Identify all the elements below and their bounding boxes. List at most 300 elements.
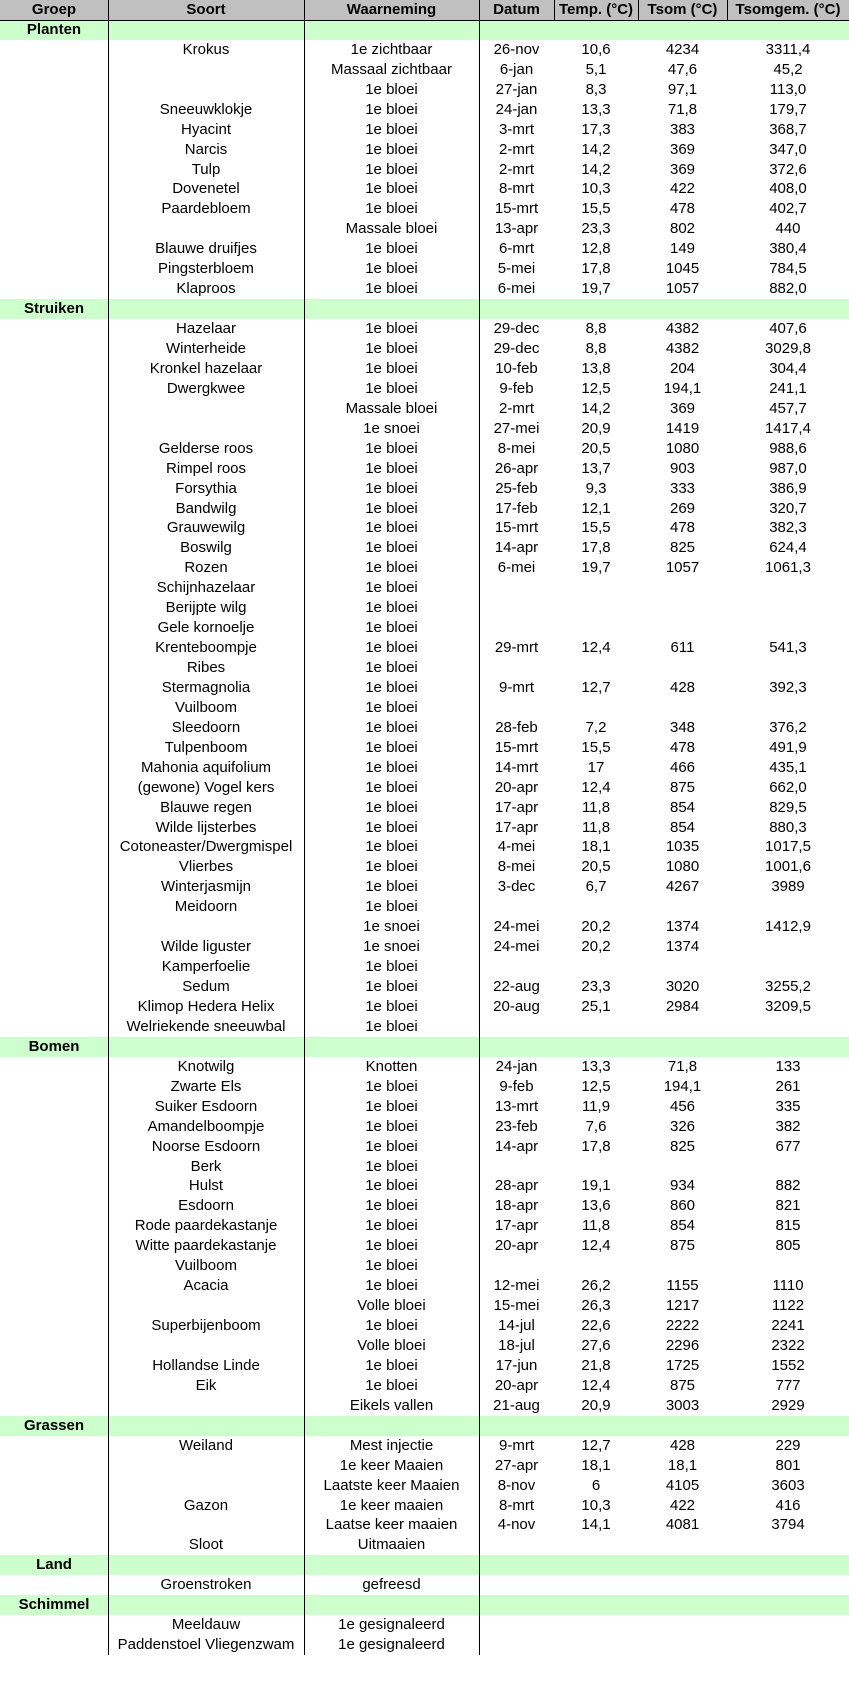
cell-temp: 17,8 xyxy=(581,539,611,557)
cell-tsom xyxy=(638,1535,727,1555)
cell-soort: Wilde liguster xyxy=(160,938,252,956)
table-row xyxy=(0,100,849,120)
cell-datum: 6-mrt xyxy=(499,240,534,258)
cell-tsomgem: 987,0 xyxy=(769,459,807,477)
cell-waarneming: Laatste keer Maaien xyxy=(323,1476,460,1494)
cell-tsomgem xyxy=(727,578,849,598)
cell-tsomgem: 408,0 xyxy=(769,180,807,198)
cell-datum: 8-mei xyxy=(497,439,536,457)
cell-temp: 5,1 xyxy=(585,60,607,78)
cell-temp xyxy=(554,1157,638,1177)
cell-waarneming: Massale bloei xyxy=(345,399,438,417)
table-row xyxy=(0,1216,849,1236)
cell-datum xyxy=(479,1256,554,1276)
cell-soort: Stermagnolia xyxy=(161,678,251,696)
cell-datum: 28-apr xyxy=(494,1177,539,1195)
cell-datum: 6-mei xyxy=(497,559,536,577)
group-row xyxy=(0,1555,849,1575)
cell-tsom xyxy=(638,578,727,598)
cell-tsomgem: 402,7 xyxy=(769,200,807,218)
cell-tsomgem: 1417,4 xyxy=(765,419,811,437)
cell-soort: Hyacint xyxy=(180,120,232,138)
cell-waarneming: 1e bloei xyxy=(365,1177,418,1195)
cell-datum: 8-mrt xyxy=(499,1496,534,1514)
table-row xyxy=(0,638,849,658)
cell-soort xyxy=(108,1476,304,1496)
cell-temp: 12,4 xyxy=(581,1237,611,1255)
cell-temp: 6 xyxy=(591,1476,601,1494)
table-row xyxy=(0,1176,849,1196)
table-row xyxy=(0,1057,849,1077)
cell-datum: 22-aug xyxy=(493,978,540,996)
cell-datum: 4-nov xyxy=(497,1516,536,1534)
cell-tsomgem: 320,7 xyxy=(769,499,807,517)
cell-tsom xyxy=(638,658,727,678)
cell-soort: Superbijenboom xyxy=(151,1317,261,1335)
cell-waarneming: 1e bloei xyxy=(365,519,418,537)
cell-temp: 12,5 xyxy=(581,1077,611,1095)
cell-temp: 13,3 xyxy=(581,100,611,118)
cell-tsomgem: 1122 xyxy=(771,1297,805,1315)
cell-datum xyxy=(479,897,554,917)
group-name: Schimmel xyxy=(18,1596,90,1614)
column-divider xyxy=(108,0,109,1655)
cell-tsomgem: 1061,3 xyxy=(765,559,811,577)
cell-soort: Gele kornoelje xyxy=(157,619,255,637)
col-header-tsom: Tsom (°C) xyxy=(647,1,718,18)
cell-datum: 25-feb xyxy=(495,479,538,497)
table-row xyxy=(0,897,849,917)
cell-temp xyxy=(554,598,638,618)
cell-temp: 7,6 xyxy=(585,1117,607,1135)
cell-waarneming: 1e bloei xyxy=(365,958,418,976)
cell-tsomgem: 821 xyxy=(775,1197,801,1215)
cell-tsomgem xyxy=(727,1635,849,1655)
table-row xyxy=(0,758,849,778)
cell-waarneming: 1e bloei xyxy=(365,1376,418,1394)
cell-temp: 14,2 xyxy=(581,160,611,178)
cell-tsom: 4382 xyxy=(665,339,700,357)
cell-temp: 9,3 xyxy=(585,479,607,497)
cell-temp: 13,3 xyxy=(581,1057,611,1075)
cell-waarneming: 1e bloei xyxy=(365,359,418,377)
cell-tsomgem: 777 xyxy=(775,1376,801,1394)
cell-temp: 20,2 xyxy=(581,938,611,956)
cell-datum: 15-mei xyxy=(493,1297,540,1315)
group-row xyxy=(0,299,849,319)
cell-tsom: 333 xyxy=(669,479,696,497)
cell-tsom: 204 xyxy=(669,359,696,377)
cell-soort: Winterjasmijn xyxy=(160,878,251,896)
table-row xyxy=(0,1436,849,1456)
cell-temp: 23,3 xyxy=(581,220,611,238)
cell-temp: 6,7 xyxy=(585,878,607,896)
cell-temp: 12,7 xyxy=(581,678,611,696)
cell-datum xyxy=(479,1017,554,1037)
cell-temp: 12,4 xyxy=(581,778,611,796)
cell-temp: 23,3 xyxy=(581,978,611,996)
cell-tsomgem: 335 xyxy=(775,1097,801,1115)
table-row xyxy=(0,419,849,439)
cell-datum: 17-apr xyxy=(494,798,539,816)
cell-tsom: 1080 xyxy=(665,439,700,457)
cell-tsomgem: 662,0 xyxy=(769,778,807,796)
cell-tsomgem xyxy=(727,1157,849,1177)
group-row xyxy=(0,20,849,40)
cell-soort: Suiker Esdoorn xyxy=(154,1097,258,1115)
cell-tsom: 18,1 xyxy=(667,1456,698,1474)
table-row xyxy=(0,837,849,857)
table-row xyxy=(0,1296,849,1316)
cell-soort: Sneeuwklokje xyxy=(159,100,253,118)
cell-soort xyxy=(108,1336,304,1356)
table-row xyxy=(0,937,849,957)
cell-tsom xyxy=(638,1017,727,1037)
cell-tsomgem: 457,7 xyxy=(769,399,807,417)
cell-soort: (gewone) Vogel kers xyxy=(137,778,275,796)
cell-tsom: 1155 xyxy=(666,1277,699,1295)
header-row xyxy=(0,0,849,20)
cell-datum: 28-feb xyxy=(495,718,538,736)
cell-tsom: 854 xyxy=(669,818,696,836)
cell-tsom xyxy=(638,698,727,718)
cell-datum: 14-apr xyxy=(494,539,539,557)
cell-soort: Tulp xyxy=(191,160,221,178)
cell-soort: Tulpenboom xyxy=(164,738,248,756)
cell-temp: 14,1 xyxy=(581,1516,611,1534)
table-row xyxy=(0,160,849,180)
cell-datum: 17-apr xyxy=(494,1217,539,1235)
cell-datum: 2-mrt xyxy=(499,160,534,178)
cell-temp xyxy=(554,618,638,638)
cell-tsomgem: 261 xyxy=(775,1077,801,1095)
cell-waarneming: 1e bloei xyxy=(365,1197,418,1215)
table-row xyxy=(0,1396,849,1416)
cell-soort: Rimpel roos xyxy=(165,459,247,477)
cell-datum xyxy=(479,1535,554,1555)
cell-soort: Sleedoorn xyxy=(171,718,241,736)
table-row xyxy=(0,818,849,838)
cell-datum: 4-mei xyxy=(497,838,536,856)
cell-waarneming: 1e bloei xyxy=(365,838,418,856)
cell-datum: 9-feb xyxy=(499,1077,534,1095)
cell-soort: Winterheide xyxy=(165,339,247,357)
cell-soort: Vlierbes xyxy=(178,858,234,876)
cell-tsom: 1035 xyxy=(665,838,700,856)
col-header-waarneming: Waarneming xyxy=(346,1,437,18)
cell-soort: Dwergkwee xyxy=(166,379,246,397)
cell-tsomgem: 368,7 xyxy=(769,120,807,138)
cell-tsom: 422 xyxy=(669,1496,696,1514)
table-row xyxy=(0,40,849,60)
cell-soort: Grauwewilg xyxy=(166,519,246,537)
cell-waarneming: 1e bloei xyxy=(365,160,418,178)
cell-temp xyxy=(554,1615,638,1635)
cell-temp: 11,8 xyxy=(581,1217,611,1235)
cell-temp: 26,2 xyxy=(581,1277,611,1295)
cell-soort: Pingsterbloem xyxy=(158,260,254,278)
cell-soort: Meidoorn xyxy=(174,898,238,916)
cell-datum: 15-mrt xyxy=(494,200,539,218)
cell-tsomgem: 179,7 xyxy=(769,100,807,118)
cell-soort: Cotoneaster/Dwergmispel xyxy=(119,838,293,856)
cell-waarneming: 1e bloei xyxy=(365,718,418,736)
cell-soort xyxy=(108,1456,304,1476)
cell-waarneming: 1e bloei xyxy=(365,80,418,98)
cell-tsom: 194,1 xyxy=(663,1077,702,1095)
cell-temp xyxy=(554,578,638,598)
cell-tsomgem xyxy=(727,698,849,718)
cell-tsom: 149 xyxy=(669,240,696,258)
cell-waarneming: 1e bloei xyxy=(365,1097,418,1115)
cell-waarneming: 1e bloei xyxy=(365,659,418,677)
cell-tsom: 1725 xyxy=(665,1356,700,1374)
cell-soort xyxy=(108,1296,304,1316)
cell-soort xyxy=(108,1396,304,1416)
cell-datum: 9-mrt xyxy=(499,1436,534,1454)
cell-datum: 24-jan xyxy=(495,100,538,118)
cell-temp: 11,8 xyxy=(581,798,611,816)
cell-tsomgem: 382 xyxy=(775,1117,801,1135)
cell-soort: Paardebloem xyxy=(161,200,251,218)
cell-tsom: 47,6 xyxy=(667,60,698,78)
cell-temp: 27,6 xyxy=(581,1336,611,1354)
cell-soort: Weiland xyxy=(179,1436,233,1454)
cell-tsomgem: 677 xyxy=(775,1137,801,1155)
cell-waarneming: 1e bloei xyxy=(365,200,418,218)
cell-waarneming: 1e bloei xyxy=(365,619,418,637)
cell-tsom: 2296 xyxy=(665,1336,700,1354)
cell-temp: 12,4 xyxy=(581,1376,611,1394)
cell-datum xyxy=(479,1575,554,1595)
cell-soort: Klimop Hedera Helix xyxy=(137,998,275,1015)
cell-waarneming: 1e bloei xyxy=(365,858,418,876)
cell-tsom xyxy=(638,1157,727,1177)
table-row xyxy=(0,379,849,399)
table-row xyxy=(0,678,849,698)
cell-soort: Ribes xyxy=(186,659,226,677)
column-divider xyxy=(304,0,305,1655)
cell-tsom: 3020 xyxy=(665,978,700,996)
row-divider xyxy=(0,20,849,21)
group-row xyxy=(0,1595,849,1615)
cell-datum: 2-mrt xyxy=(499,140,534,158)
cell-waarneming: Massale bloei xyxy=(345,220,438,238)
table-row xyxy=(0,618,849,638)
cell-tsom: 4105 xyxy=(665,1476,700,1494)
cell-soort: Zwarte Els xyxy=(170,1077,242,1095)
cell-datum: 9-feb xyxy=(499,379,534,397)
cell-temp: 12,4 xyxy=(581,639,611,657)
cell-datum: 29-dec xyxy=(493,339,540,357)
cell-tsomgem: 407,6 xyxy=(769,320,807,338)
cell-waarneming: 1e bloei xyxy=(365,978,418,996)
cell-temp: 13,6 xyxy=(581,1197,611,1215)
cell-tsom: 4234 xyxy=(665,40,700,58)
cell-tsom: 3003 xyxy=(665,1396,700,1414)
cell-waarneming: 1e bloei xyxy=(365,1157,418,1175)
cell-temp: 11,8 xyxy=(581,818,611,836)
cell-tsomgem: 440 xyxy=(775,220,801,238)
cell-soort: Mahonia aquifolium xyxy=(140,758,272,776)
cell-tsom: 369 xyxy=(669,140,696,158)
group-row xyxy=(0,1037,849,1057)
table-row xyxy=(0,738,849,758)
cell-soort: Gazon xyxy=(183,1496,229,1514)
cell-tsomgem: 2322 xyxy=(771,1336,805,1354)
cell-tsom: 4267 xyxy=(665,878,700,896)
table-row xyxy=(0,997,849,1017)
cell-soort: Meeldauw xyxy=(171,1616,241,1634)
cell-soort xyxy=(108,80,304,100)
cell-temp: 10,6 xyxy=(581,40,611,58)
cell-waarneming: 1e bloei xyxy=(365,100,418,118)
cell-datum: 8-mei xyxy=(497,858,536,876)
cell-tsomgem: 3989 xyxy=(771,878,805,896)
table-row xyxy=(0,339,849,359)
cell-waarneming: 1e gesignaleerd xyxy=(338,1616,445,1634)
cell-tsom: 4382 xyxy=(665,320,700,338)
cell-temp: 8,8 xyxy=(585,339,607,357)
cell-waarneming: Laatse keer maaien xyxy=(325,1516,458,1534)
cell-tsom: 875 xyxy=(669,778,696,796)
cell-waarneming: 1e gesignaleerd xyxy=(338,1636,445,1654)
cell-soort: Hulst xyxy=(188,1177,224,1195)
table-row xyxy=(0,179,849,199)
table-row xyxy=(0,718,849,738)
cell-temp: 10,3 xyxy=(581,180,611,198)
cell-tsomgem xyxy=(727,618,849,638)
cell-temp: 20,9 xyxy=(581,419,611,437)
cell-soort: Noorse Esdoorn xyxy=(151,1137,261,1155)
cell-datum: 14-apr xyxy=(494,1137,539,1155)
cell-tsomgem: 882 xyxy=(775,1177,801,1195)
cell-datum: 26-nov xyxy=(493,40,540,58)
cell-soort: Sedum xyxy=(182,978,230,996)
cell-temp xyxy=(554,1256,638,1276)
cell-temp: 13,7 xyxy=(581,459,611,477)
cell-waarneming: 1e bloei xyxy=(365,778,418,796)
cell-soort: Hollandse Linde xyxy=(152,1356,260,1374)
column-divider xyxy=(554,0,555,20)
cell-waarneming: 1e bloei xyxy=(365,1077,418,1095)
group-name: Land xyxy=(36,1556,72,1574)
cell-waarneming: 1e bloei xyxy=(365,798,418,816)
table-row xyxy=(0,877,849,897)
cell-tsom: 1057 xyxy=(665,559,700,577)
cell-tsomgem: 372,6 xyxy=(769,160,807,178)
cell-datum: 3-mrt xyxy=(499,120,534,138)
cell-temp: 26,3 xyxy=(581,1297,611,1315)
cell-datum: 20-apr xyxy=(494,1237,539,1255)
cell-datum: 17-jun xyxy=(495,1356,538,1374)
cell-waarneming: 1e bloei xyxy=(365,339,418,357)
cell-tsom: 478 xyxy=(669,519,696,537)
cell-soort: Blauwe druifjes xyxy=(155,240,257,258)
cell-waarneming: 1e snoei xyxy=(363,938,420,956)
cell-tsom: 456 xyxy=(669,1097,696,1115)
cell-temp: 12,1 xyxy=(581,499,611,517)
cell-tsom: 326 xyxy=(669,1117,696,1135)
cell-waarneming: 1e bloei xyxy=(365,1017,418,1035)
group-name: Struiken xyxy=(23,300,84,318)
table-row xyxy=(0,798,849,818)
cell-tsom xyxy=(638,957,727,977)
table-row xyxy=(0,259,849,279)
table-row xyxy=(0,479,849,499)
cell-soort xyxy=(108,219,304,239)
cell-temp xyxy=(554,1017,638,1037)
cell-temp: 10,3 xyxy=(581,1496,611,1514)
cell-waarneming: 1e bloei xyxy=(365,998,418,1015)
cell-tsomgem: 229 xyxy=(775,1436,801,1454)
cell-waarneming: 1e bloei xyxy=(365,479,418,497)
cell-soort xyxy=(108,1515,304,1535)
cell-waarneming: 1e bloei xyxy=(365,1137,418,1155)
table-row xyxy=(0,80,849,100)
cell-datum: 26-apr xyxy=(494,459,539,477)
cell-soort: Narcis xyxy=(184,140,228,158)
cell-tsom: 1419 xyxy=(665,419,700,437)
table-row xyxy=(0,1256,849,1276)
table-row xyxy=(0,1336,849,1356)
cell-tsomgem: 541,3 xyxy=(769,639,807,657)
cell-waarneming: 1e bloei xyxy=(365,1277,418,1295)
cell-temp xyxy=(554,1535,638,1555)
cell-soort: Berk xyxy=(190,1157,222,1175)
table-row xyxy=(0,1496,849,1516)
cell-tsom: 71,8 xyxy=(667,100,698,118)
cell-soort: Acacia xyxy=(183,1277,229,1295)
cell-waarneming: 1e keer Maaien xyxy=(339,1456,444,1474)
cell-tsom: 194,1 xyxy=(663,379,702,397)
cell-tsomgem xyxy=(727,598,849,618)
cell-tsomgem xyxy=(727,1615,849,1635)
cell-soort: Knotwilg xyxy=(177,1057,235,1075)
cell-temp xyxy=(554,897,638,917)
cell-datum: 5-mei xyxy=(497,260,536,278)
cell-waarneming: Eikels vallen xyxy=(349,1396,434,1414)
col-header-temp: Temp. (°C) xyxy=(558,1,634,18)
table-row xyxy=(0,1575,849,1595)
table-row xyxy=(0,1276,849,1296)
cell-soort: Rozen xyxy=(184,559,228,577)
cell-waarneming: 1e bloei xyxy=(365,678,418,696)
cell-tsom: 428 xyxy=(669,1436,696,1454)
cell-datum xyxy=(479,957,554,977)
cell-soort: Dovenetel xyxy=(172,180,240,198)
cell-tsomgem: 1001,6 xyxy=(765,858,811,876)
table-row xyxy=(0,1535,849,1555)
cell-tsom: 4081 xyxy=(665,1516,700,1534)
cell-datum: 20-apr xyxy=(494,778,539,796)
cell-tsom: 875 xyxy=(669,1237,696,1255)
cell-soort: Krokus xyxy=(182,40,230,58)
cell-datum: 17-apr xyxy=(494,818,539,836)
cell-temp: 17,3 xyxy=(581,120,611,138)
table-row xyxy=(0,1117,849,1137)
cell-tsom: 611 xyxy=(670,639,695,657)
cell-waarneming: 1e bloei xyxy=(365,1237,418,1255)
cell-tsomgem: 347,0 xyxy=(769,140,807,158)
cell-waarneming: 1e snoei xyxy=(363,419,420,437)
cell-datum: 6-jan xyxy=(499,60,534,78)
cell-tsomgem: 491,9 xyxy=(769,738,807,756)
cell-waarneming: 1e bloei xyxy=(365,439,418,457)
cell-tsomgem xyxy=(727,1535,849,1555)
table-row xyxy=(0,1316,849,1336)
cell-waarneming: 1e bloei xyxy=(365,1117,418,1135)
